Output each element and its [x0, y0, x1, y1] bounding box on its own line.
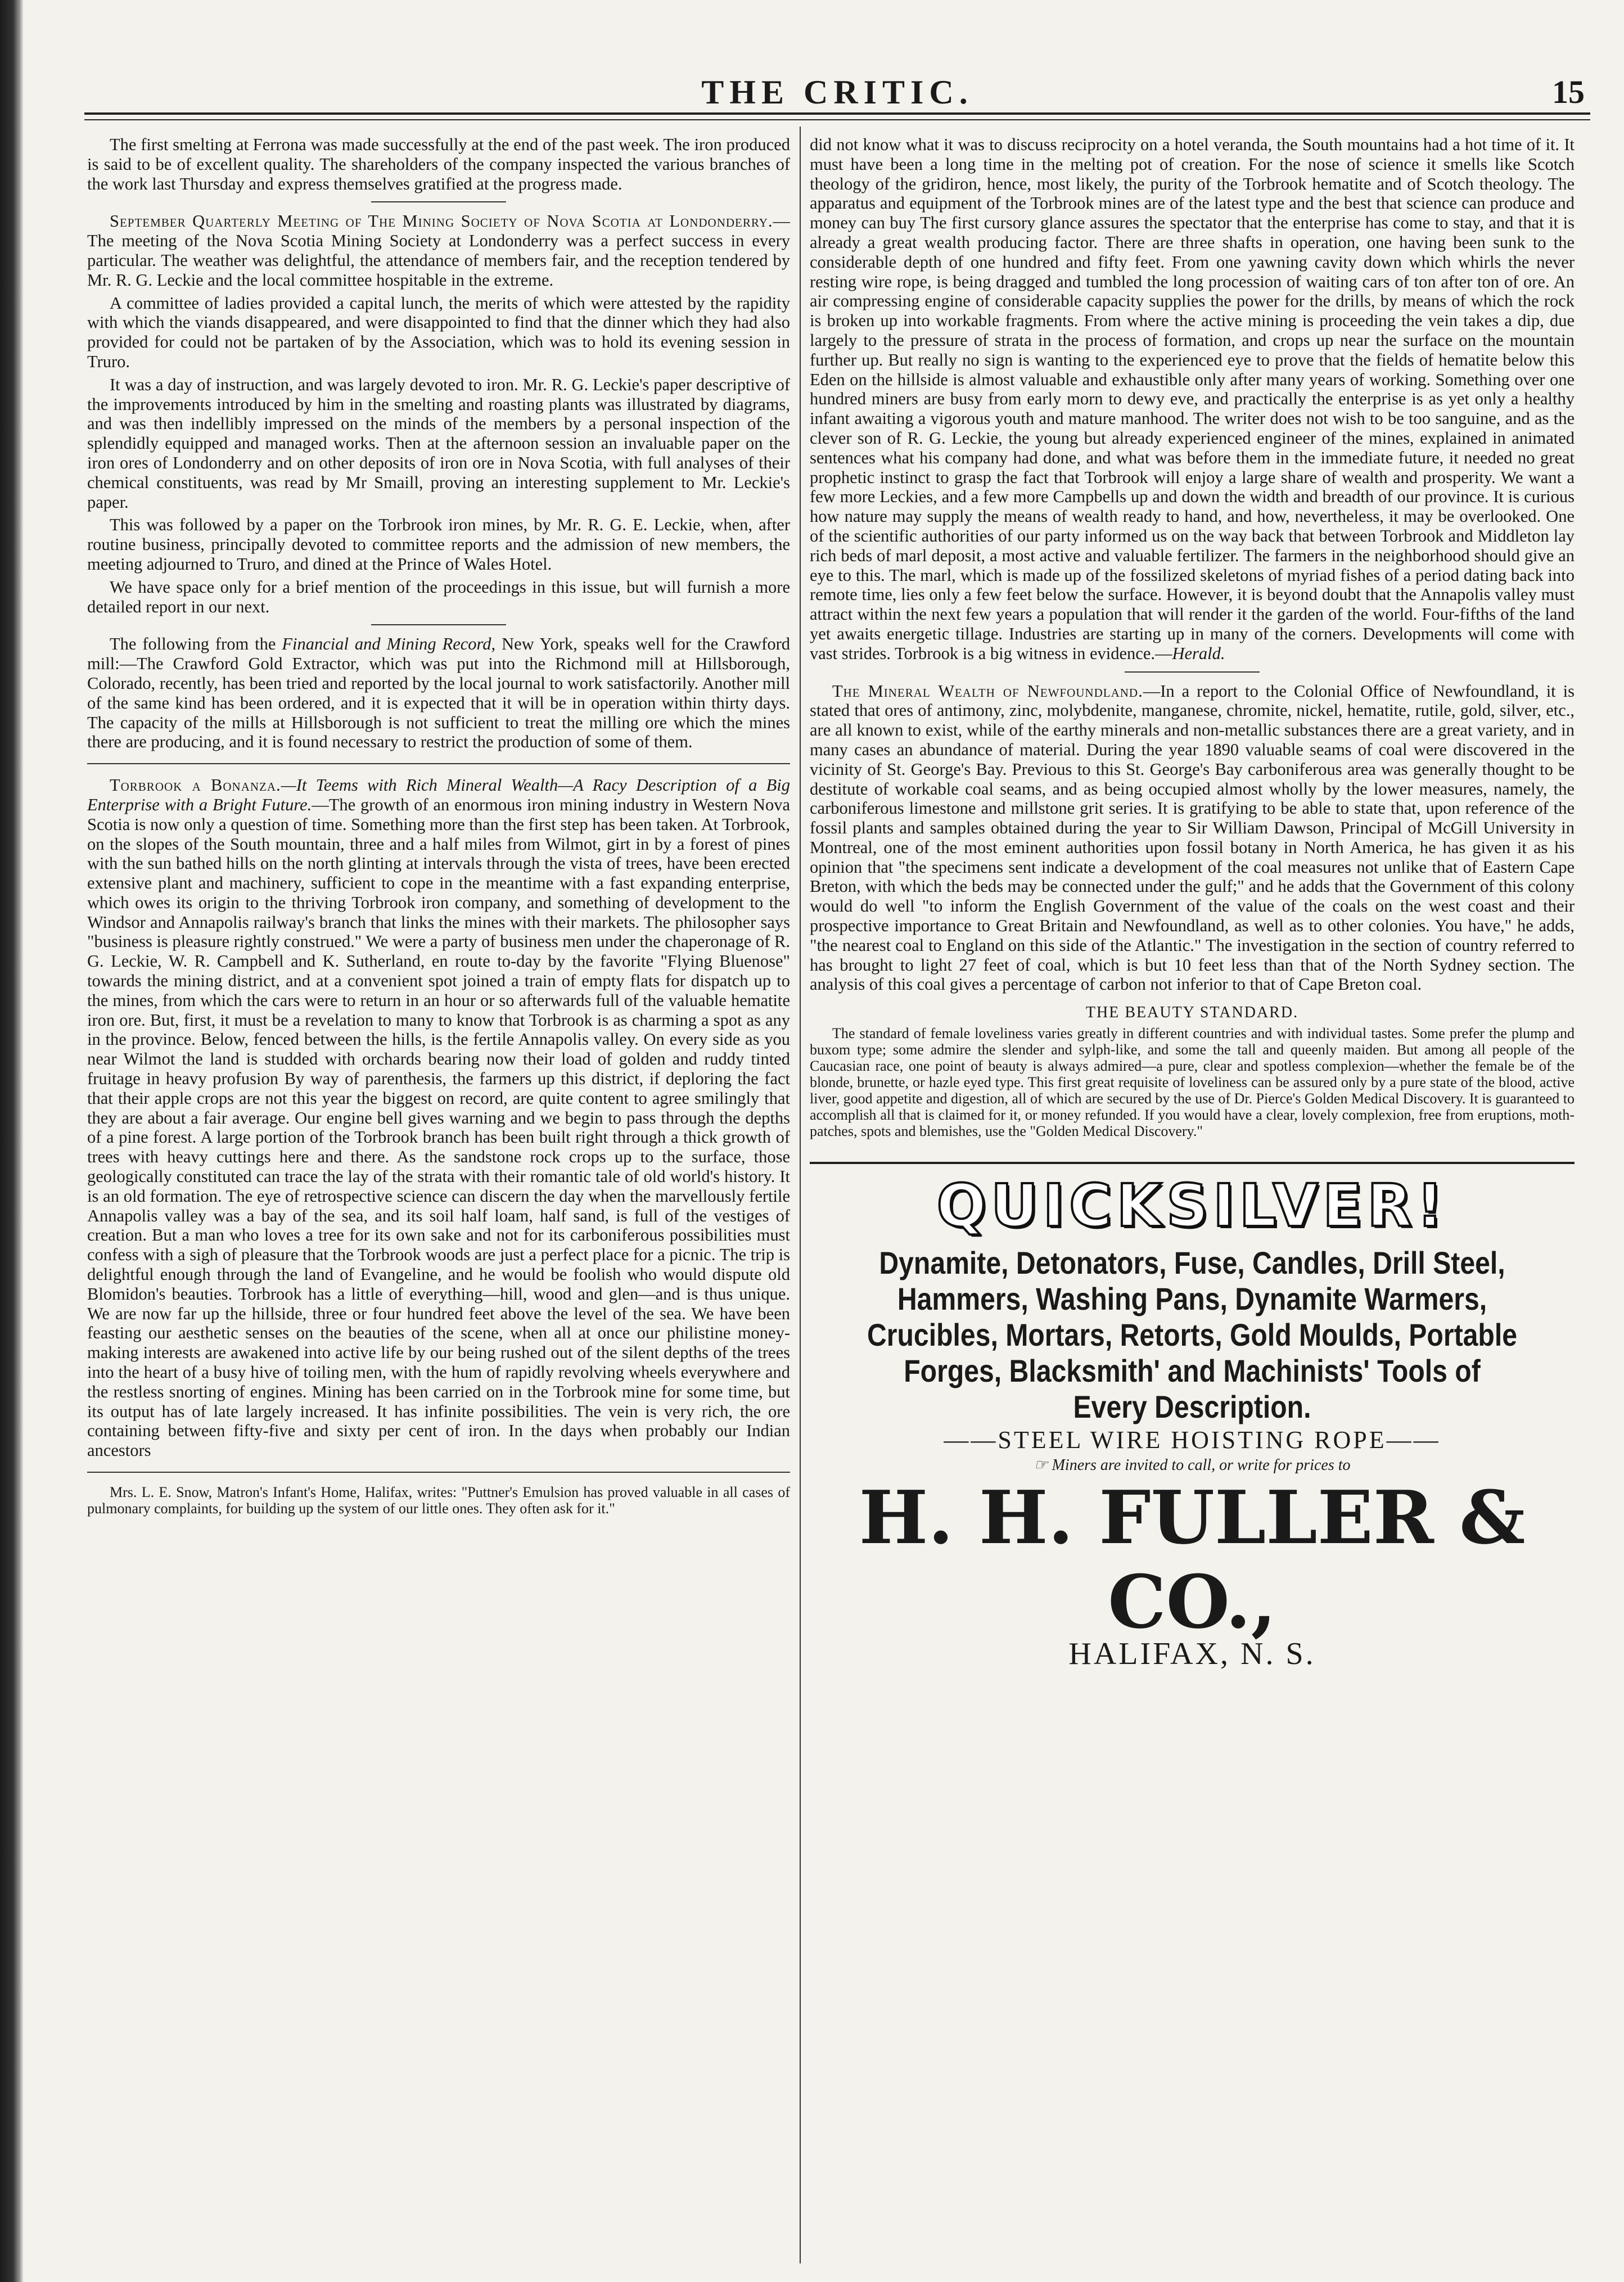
masthead-rule — [84, 112, 1590, 115]
crawford-mill-paragraph — [87, 634, 790, 752]
mining-society-paragraph-4: This was followed by a paper on the Torbrook iron mines, by Mr. R. G. E. Leckie, when, after routine business, principally devoted to committee reports and the admission of new members, the meeting adjourned to Truro, and dined at the Prince of Wales Hotel. — [87, 515, 790, 574]
mining-society-text: —The meeting of the Nova Scotia Mining Society at Londonderry was a perfect success in every particular. The weather was delightful, the attendance of members fair, and the reception tendered by Mr. R. G. Leckie and the local committee hospitable in the extreme. — [87, 211, 790, 290]
beauty-standard-text: The standard of female loveliness varies greatly in different countries and with individual tastes. Some prefer the plump and buxom type; some admire the slender and sylph-like, and some the tall and queenly maiden. But among all people of the Caucasian race, one point of beauty is always admired—a pure, clear and spotless complexion—whether the female be of the blonde, brunette, or hazle eyed type. This first great requisite of loveliness can be assured only by a pure state of the blood, active liver, good appetite and digestion, all of which are secured by the use of Dr. Pierce's Golden Medical Discovery. It is guaranteed to accomplish all that is claimed for it, or money refunded. If you would have a clear, lovely complexion, free from eruptions, moth-patches, spots and blemishes, use the "Golden Medical Discovery." — [810, 1025, 1575, 1140]
column-divider — [800, 127, 801, 2263]
emulsion-notice: Mrs. L. E. Snow, Matron's Infant's Home, Halifax, writes: "Puttner's Emulsion has proved valuable in all cases of pulmonary complaints, for building up the system of our little ones. They often ask for it." — [87, 1484, 790, 1517]
torbrook-continuation-text: did not know what it was to discuss reciprocity on a hotel veranda, the South mountains had a hot time of it. It must have been a long time in the melting pot of creation. For the nose of science it smells like Scotch theology of the gridiron, hence, most likely, the purity of the Torbrook hematite and of Scotch theology. The apparatus and equipment of the Torbrook mines are of the latest type and the best that science can produce and money can buy The first cursory glance assures the spectator that the enterprise has come to stay, and that it is already a great wealth producing factor. There are three shafts in operation, one having been sunk to the considerable depth of one hundred and fifty feet. From one yawning cavity down which whirls the never resting wire rope, is being dragged and tumbled the long procession of waiting cars of ton after ton of ore. An air compressing engine of considerable capacity supplies the power for the drills, by means of which the rock is broken up into workable fragments. From where the active mining is proceeding the vein takes a dip, due largely to the pressure of strata in the process of formation, and crops up near the surface on the mountain further up. But really no sign is wanting to the experienced eye to prove that the fields of hematite below this Eden on the hillside is almost valuable and exhaustible only after many years of working. Something over one hundred miners are busy from early morn to dewy eve, and practically the enterprise is as yet only a healthy infant awaiting a vigorous youth and mature manhood. The writer does not wish to be too sanguine, and as the clever son of R. G. Leckie, the young but already experienced engineer of the mines, explained in animated sentences what his company had done, and what was before them in the immediate future, it needed no great prophetic instinct to grasp the fact that Torbrook will enjoy a large share of wealth and prosperity. We want a few more Leckies, and a few more Campbells up and down the width and breadth of our province. It is curious how nature may supply the means of wealth ready to hand, and how, nevertheless, it may be overlooked. One of the scientific authorities of our party informed us on the way back that between Torbrook and Middleton lay rich beds of marl deposit, a most active and valuable fertilizer. The farmers in the neighborhood should give an eye to this. The marl, which is made up of the fossilized skeletons of myriad fishes of a period dating back into remote time, lies only a few feet below the surface. However, it is beyond doubt that the Annapolis valley must attract within the next few years a population that will render it the garden of the world. Four-fifths of the land yet awaits energetic tillage. Industries are starting up in many of the corners. Developments will come with vast strides. Torbrook is a big witness in evidence.— — [810, 135, 1575, 663]
crawford-lead: The following from the — [110, 634, 276, 654]
ad-products: Dynamite, Detonators, Fuse, Candles, Drill Steel, Hammers, Washing Pans, Dynamite Warmers, Crucibles, Mortars, Retorts, Gold Moulds, Portable Forges, Blacksmith' and Machinists' Tools of Every Description. — [867, 1245, 1518, 1425]
ferrona-paragraph: The first smelting at Ferrona was made successfully at the end of the past week. The iron produced is said to be of excellent quality. The shareholders of the company inspected the various branches of the work last Thursday and express themselves gratified at the progress made. — [87, 135, 790, 193]
article-separator — [371, 201, 506, 202]
article-separator — [87, 763, 790, 764]
page-binding-edge — [0, 0, 24, 2282]
ad-headline: QUICKSILVER! — [936, 1171, 1448, 1241]
torbrook-text: —The growth of an enormous iron mining industry in Western Nova Scotia is now only a question of time. Something more than the first step has been taken. At Torbrook, on the slopes of the South mountain, three and a half miles from Wilmot, girt in by a forest of pines with the sun bathed hills on the north glinting at intervals through the vista of trees, have been erected extensive plant and machinery, sufficient to cope in the meantime with a fast expanding enterprise, which owes its origin to the thriving Torbrook iron company, and something of development to the Windsor and Annapolis railway's branch that links the mines with their markets. The philosopher says "business is pleasure rightly construed." We were a party of business men under the chaperonage of R. G. Leckie, W. R. Campbell and K. Sutherland, en route to-day by the favorite "Flying Bluenose" towards the mining district, and at a convenient spot joined a train of empty flats for dispatch up to the mines, from which the cars were to return in an hour or so afterwards full of the valuable hematite iron ore. But, first, it must be a revelation to many to know that Torbrook is as charming a spot as any in the province. Below, fenced between the hills, is the fertile Annapolis valley. On every side as you near Wilmot the land is studded with orchards bearing now their load of golden and ruddy tinted fruitage in heavy profusion By way of parenthesis, the farmers up this district, if deploring the fact that their apple crops are not this year the biggest on record, are quite content to agree smilingly that they are about a fair average. Our engine bell gives warning and we begin to pass through the depths of a pine forest. A large portion of the Torbrook branch has been built right through a thick growth of trees with heavy cuttings here and there. As the sandstone rock crops up to the surface, those geologically constituted can trace the lay of the strata with their romantic tale of old world's history. It is an old formation. The eye of retrospective science can discern the day when the marvellously fertile Annapolis valley was a bay of the sea, and its soil half loam, half sand, is full of the vestiges of creation. But a man who loves a tree for its own sake and not for its carboniferous possibilities must confess with a sigh of pleasure that the Torbrook woods are just a perfect place for a picnic. The trip is delightful enough through the land of Evangeline, and he would be foolish who would dispute old Blomidon's beauties. Torbrook has a little of everything—hill, wood and glen—and is thus unique. We are now far up the hillside, three or four hundred feet above the level of the sea. We have been feasting our aesthetic senses on the beauties of the scene, when all at once our philistine money-making interests are awakened into active life by our being rushed out of the silent depths of the trees into the heart of a busy hive of toiling men, with the hum of rapidly revolving wheels everywhere and the restless snorting of engines. Mining has been carried on in the Torbrook mine for some time, but its output has of late largely increased. It has infinite possibilities. The vein is very rich, the ore containing between fifty-five and sixty per cent of iron. In the days when probably our Indian ancestors — [87, 795, 790, 1460]
torbrook-subheading: —It Teems with Rich Mineral Wealth—A Racy Description of a Big Enterprise with a Bright Future. — [87, 775, 790, 814]
pointing-hand-icon: ☞ — [1034, 1456, 1052, 1474]
ad-invite-text: Miners are invited to call, or write for prices to — [1052, 1456, 1351, 1474]
masthead-rule-thin — [84, 119, 1590, 120]
ad-location: HALIFAX, N. S. — [1068, 1636, 1316, 1671]
newfoundland-article — [810, 682, 1575, 995]
torbrook-continuation — [810, 135, 1575, 664]
fuller-advertisement — [810, 1162, 1575, 1671]
page-number: 15 — [1552, 74, 1585, 110]
mining-society-paragraph-2: A committee of ladies provided a capital lunch, the merits of which were attested by the rapidity with which the viands disappeared, and were disappointed to find that the dinner which they had also provided for could not be partaken of by the Association, which was to hold its evening session in Truro. — [87, 293, 790, 371]
ad-company-name: H. H. FULLER & CO., — [859, 1474, 1526, 1645]
mining-society-heading: September Quarterly Meeting of The Mining Society of Nova Scotia at Londonderry. — [110, 211, 773, 231]
mining-society-paragraph-5: We have space only for a brief mention of the proceedings in this issue, but will furnish a more detailed report in our next. — [87, 577, 790, 616]
newfoundland-heading: The Mineral Wealth of Newfoundland. — [832, 681, 1143, 701]
crawford-text: New York, speaks well for the Crawford mill:—The Crawford Gold Extractor, which was put into the Richmond mill at Hillsborough, Colorado, recently, has been tried and reported by the local journal to work satisfactorily. Another mill of the same kind has been ordered, and it is expected that it will be in operation within thirty days. The capacity of the mills at Hillsborough is not sufficient to treat the milling ore which the mines there are producing, and it is found necessary to restrict the production of some of them. — [87, 634, 790, 752]
article-separator — [87, 1472, 790, 1473]
masthead — [84, 67, 1590, 118]
page-title: THE CRITIC. — [701, 74, 973, 111]
right-column — [810, 135, 1575, 2272]
newfoundland-text: —In a report to the Colonial Office of Newfoundland, it is stated that ores of antimony, zinc, molybdenite, manganese, chromite, nickel, hematite, rutile, gold, silver, etc., are all known to exist, while of the earthy minerals and non-metallic substances there are a great variety, and in many cases an abundance of material. During the year 1890 valuable seams of coal were discovered in the vicinity of St. George's Bay. Previous to this St. George's Bay carboniferous area was generally thought to be destitute of workable coal seams, and as being occupied almost wholly by the lower measures, namely, the carboniferous limestone and millstone grit series. It is gratifying to be able to state that, upon reference of the fossil plants and samples obtained during the year to Sir William Dawson, Principal of McGill University in Montreal, one of the most eminent authorities upon fossil botany in North America, he has given it as his opinion that "the specimens sent indicate a development of the coal measures not unlike that of Eastern Cape Breton, with which the beds may be connected under the gulf;" and he adds that the Government of this colony would do well "to inform the English Government of the value of the coals on the west coast and their prospective importance to Great Britain and Newfoundland, as well as to other colonies. You have," he adds, "the nearest coal to England on this side of the Atlantic." The investigation in the section of country referred to has brought to light 27 feet of coal, which is but 10 feet less than that of the North Sydney section. The analysis of this coal gives a percentage of carbon not inferior to that of Cape Breton coal. — [810, 681, 1575, 994]
left-column — [87, 135, 790, 2272]
torbrook-heading: Torbrook a Bonanza. — [110, 775, 281, 795]
crawford-source: Financial and Mining Record, — [282, 634, 496, 654]
ad-invite — [810, 1456, 1575, 1476]
mining-society-paragraph-3: It was a day of instruction, and was largely devoted to iron. Mr. R. G. Leckie's paper descriptive of the improvements introduced by him in the smelting and roasting plants was illustrated by diagrams, and was then indellibly impressed on the minds of the members by a personal inspection of the splendidly equipped and managed works. Then at the afternoon session an invaluable paper on the iron ores of Londonderry and on other deposits of iron ore in Nova Scotia, with full analyses of their chemical constituents, was read by Mr Smaill, proving an interesting supplement to Mr. Leckie's paper. — [87, 375, 790, 512]
article-separator — [371, 624, 506, 625]
article-separator — [1125, 671, 1260, 673]
torbrook-article — [87, 775, 790, 1460]
beauty-standard-title: THE BEAUTY STANDARD. — [1085, 1004, 1299, 1022]
ad-wire-rope: ——STEEL WIRE HOISTING ROPE—— — [944, 1426, 1441, 1454]
mining-society-paragraph — [87, 211, 790, 290]
herald-credit: Herald. — [1172, 643, 1225, 663]
